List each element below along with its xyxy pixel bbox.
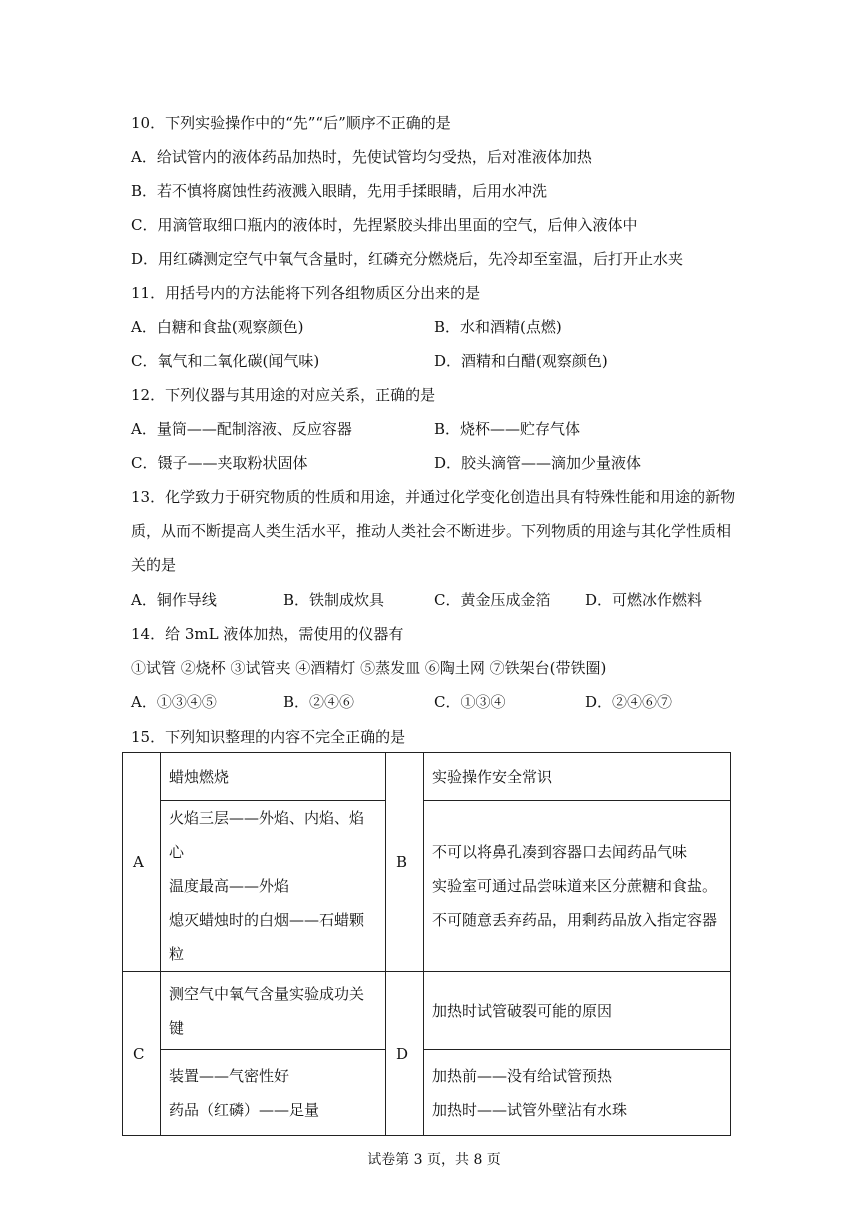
q14-items: ①试管 ②烧杯 ③试管夹 ④酒精灯 ⑤蒸发皿 ⑥陶土网 ⑦铁架台(带铁圈)	[131, 659, 607, 677]
q14-option-c: C．①③④	[434, 693, 506, 711]
q14-stem: 14．给 3mL 液体加热，需使用的仪器有	[131, 625, 404, 643]
cell-c-title-line: 键	[169, 1018, 185, 1037]
cell-b-line: 不可随意丢弃药品，用剩药品放入指定容器	[432, 911, 718, 929]
q10-stem: 10．下列实验操作中的“先”“后”顺序不正确的是	[131, 114, 451, 132]
q10-option-a: A．给试管内的液体药品加热时，先使试管均匀受热，后对准液体加热	[131, 148, 592, 166]
q12-option-b: B．烧杯——贮存气体	[434, 420, 581, 438]
q10-option-d: D．用红磷测定空气中氧气含量时，红磷充分燃烧后，先冷却至室温，后打开止水夹	[131, 250, 684, 268]
cell-c-line: 装置——气密性好	[169, 1066, 290, 1085]
q14-option-b: B．②④⑥	[283, 693, 355, 711]
q13-option-d: D．可燃冰作燃料	[585, 591, 703, 609]
q13-option-c: C．黄金压成金箔	[434, 591, 551, 609]
cell-a-line: 粒	[169, 945, 185, 963]
cell-c-line: 药品（红磷）——足量	[169, 1100, 320, 1119]
cell-c-title-line: 测空气中氧气含量实验成功关	[169, 984, 365, 1003]
q11-stem: 11．用括号内的方法能将下列各组物质区分出来的是	[131, 284, 481, 302]
cell-b-title: 实验操作安全常识	[424, 753, 731, 801]
cell-c-title	[161, 972, 386, 1050]
cell-a-title: 蜡烛燃烧	[161, 753, 386, 801]
cell-b-line: 实验室可通过品尝味道来区分蔗糖和食盐。	[432, 877, 718, 895]
cell-d-content	[424, 1050, 731, 1136]
cell-a-content	[161, 801, 386, 972]
q12-stem: 12．下列仪器与其用途的对应关系，正确的是	[131, 386, 436, 404]
q13-stem-line-3: 关的是	[131, 556, 177, 574]
q12-option-a: A．量筒——配制溶液、反应容器	[131, 420, 352, 438]
q14-option-d: D．②④⑥⑦	[585, 693, 673, 711]
cell-d-line: 加热时——试管外壁沾有水珠	[432, 1100, 628, 1119]
q13-stem-line-1: 13．化学致力于研究物质的性质和用途，并通过化学变化创造出具有特殊性能和用途的新物	[131, 488, 736, 506]
cell-a-label: A	[123, 753, 161, 972]
q11-option-a: A．白糖和食盐(观察颜色)	[131, 318, 304, 336]
cell-b-content	[424, 801, 731, 972]
page-footer: 试卷第 3 页，共 8 页	[367, 1152, 501, 1168]
cell-c-content	[161, 1050, 386, 1136]
q13-option-b: B．铁制成炊具	[283, 591, 385, 609]
knowledge-table	[122, 752, 731, 1136]
q11-option-b: B．水和酒精(点燃)	[434, 318, 562, 336]
q10-option-c: C．用滴管取细口瓶内的液体时，先捏紧胶头排出里面的空气，后伸入液体中	[131, 216, 638, 234]
cell-d-title: 加热时试管破裂可能的原因	[424, 972, 731, 1050]
cell-c-label: C	[123, 972, 161, 1136]
q15-stem: 15．下列知识整理的内容不完全正确的是	[131, 728, 406, 746]
q14-option-a: A．①③④⑤	[131, 693, 217, 711]
q12-option-d: D．胶头滴管——滴加少量液体	[434, 454, 642, 472]
q12-option-c: C．镊子——夹取粉状固体	[131, 454, 308, 472]
q10-option-b: B．若不慎将腐蚀性药液溅入眼睛，先用手揉眼睛，后用水冲洗	[131, 182, 548, 200]
cell-d-line: 加热前——没有给试管预热	[432, 1066, 613, 1085]
cell-b-label: B	[386, 753, 424, 972]
cell-d-label: D	[386, 972, 424, 1136]
q13-option-a: A．铜作导线	[131, 591, 217, 609]
q11-option-c: C．氧气和二氧化碳(闻气味)	[131, 352, 320, 370]
cell-b-line: 不可以将鼻孔凑到容器口去闻药品气味	[432, 843, 688, 861]
q13-stem-line-2: 质，从而不断提高人类生活水平，推动人类社会不断进步。下列物质的用途与其化学性质相	[131, 522, 732, 540]
q11-option-d: D．酒精和白醋(观察颜色)	[434, 352, 608, 370]
cell-a-line: 熄灭蜡烛时的白烟——石蜡颗	[169, 911, 365, 929]
q13-stem	[131, 480, 741, 582]
cell-a-line: 温度最高——外焰	[169, 877, 290, 895]
cell-a-line: 火焰三层——外焰、内焰、焰心	[169, 809, 365, 861]
